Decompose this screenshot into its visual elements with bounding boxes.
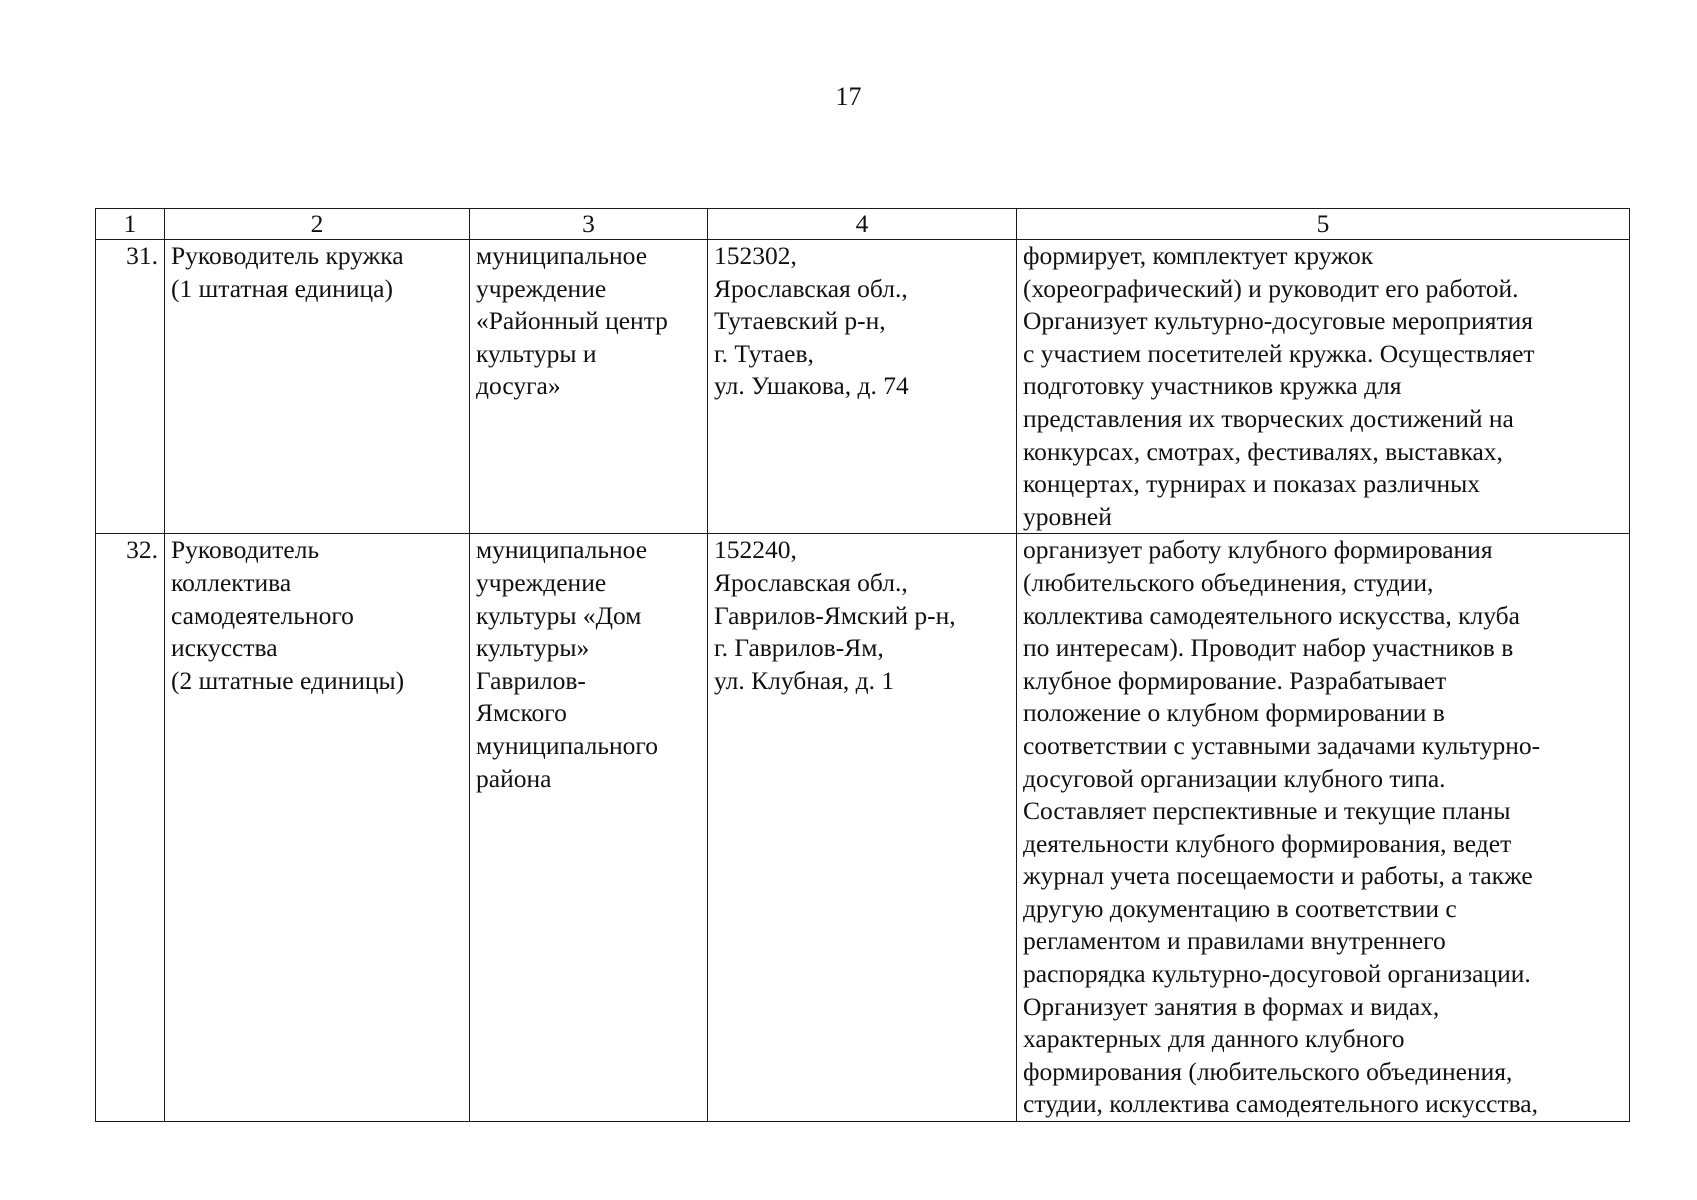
position-cell: Руководитель кружка (1 штатная единица) [165,240,470,534]
duties-cell: организует работу клубного формирования (любительского объединения, студии, коллектива самодеятельного искусства, клуба по интересам). Проводит набор участников в клубное формирование. Разрабатывает положение о клубном формировании в соответствии с уставными задачами культурно- досуговой организации клубного типа. Составляет перспективные и текущие планы деятельности клубного формирования, ведет журнал учета посещаемости и работы, а также другую документацию в соответствии с регламентом и правилами внутреннего распорядка культурно-досуговой организации. Организует занятия в формах и видах, характерных для данного клубного формирования (любительского объединения, студии, коллектива самодеятельного искусства, [1017,534,1630,1122]
header-col-5: 5 [1017,209,1630,240]
header-col-1: 1 [96,209,165,240]
organization-cell: муниципальное учреждение культуры «Дом культуры» Гаврилов- Ямского муниципального района [470,534,708,1122]
address-cell: 152302, Ярославская обл., Тутаевский р-н, г. Тутаев, ул. Ушакова, д. 74 [708,240,1017,534]
table-header-row [96,209,1630,240]
row-number: 32. [96,534,165,1122]
row-number: 31. [96,240,165,534]
address-cell: 152240, Ярославская обл., Гаврилов-Ямский р-н, г. Гаврилов-Ям, ул. Клубная, д. 1 [708,534,1017,1122]
header-col-2: 2 [165,209,470,240]
position-cell: Руководитель коллектива самодеятельного искусства (2 штатные единицы) [165,534,470,1122]
table-row [96,534,1630,1122]
page-number: 17 [835,82,862,111]
positions-table [95,208,1630,1122]
duties-cell: формирует, комплектует кружок (хореографический) и руководит его работой. Организует культурно-досуговые мероприятия с участием посетителей кружка. Осуществляет подготовку участников кружка для представления их творческих достижений на конкурсах, смотрах, фестивалях, выставках, концертах, турнирах и показах различных уровней [1017,240,1630,534]
header-col-4: 4 [708,209,1017,240]
table-row [96,240,1630,534]
header-col-3: 3 [470,209,708,240]
organization-cell: муниципальное учреждение «Районный центр культуры и досуга» [470,240,708,534]
